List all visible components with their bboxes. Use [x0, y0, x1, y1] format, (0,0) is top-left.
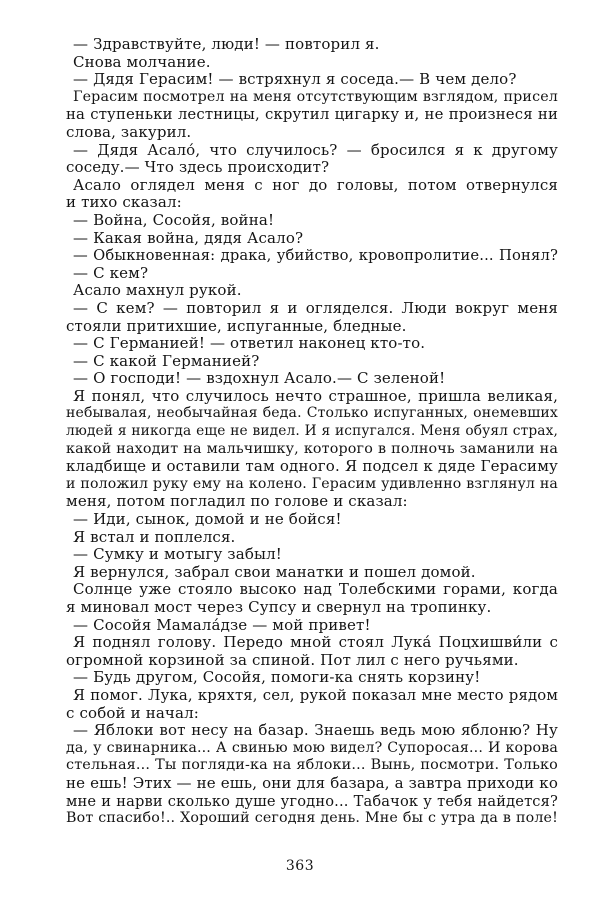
text-line: — Яблоки вот несу на базар. Знаешь ведь мою яблоню? Ну: [73, 721, 558, 740]
text-line: — Дядя Герасим! — встряхнул я соседа.— В чем дело?: [73, 70, 517, 89]
text-line: — С кем?: [73, 263, 149, 282]
text-line: какой находит на мальчишку, которого в полночь заманили на: [66, 440, 558, 457]
text-line: — Война, Сосойя, война!: [73, 210, 275, 229]
text-line: мне и нарви сколько душе угодно... Табачок у тебя найдется?: [66, 792, 558, 810]
text-line: Герасим посмотрел на меня отсутствующим взглядом, присел: [73, 88, 558, 105]
text-line: и тихо сказал:: [66, 193, 182, 212]
text-line: огромной корзиной за спиной. Пот лил с него ручьями.: [66, 650, 519, 669]
text-line: да, у свинарника... А свинью мою видел? Супоросая... И корова: [66, 739, 558, 756]
text-line: Я поднял голову. Передо мной стоял Лука́ Поцхишви́ли с: [73, 633, 558, 652]
text-line: небывалая, необычайная беда. Столько испуганных, онемевших: [66, 405, 558, 422]
page-number: 363: [285, 858, 315, 874]
text-line: — Иди, сынок, домой и не бойся!: [73, 510, 342, 529]
text-line: и положил руку ему на колено. Герасим удивленно взглянул на: [66, 475, 558, 492]
text-line: — Здравствуйте, люди! — повторил я.: [73, 35, 380, 53]
text-line: — О господи! — вздохнул Асало.— С зеленой!: [73, 369, 446, 388]
text-line: с собой и начал:: [66, 703, 199, 722]
text-line: Я помог. Лука, кряхтя, сел, рукой показал мне место рядом: [73, 686, 558, 704]
text-line: — Дядя Асало́, что случилось? — бросился я к другому: [73, 140, 558, 159]
text-line: Снова молчание.: [73, 52, 211, 71]
text-line: Солнце уже стояло высоко над Толебскими горами, когда: [73, 580, 558, 599]
text-line: стельная... Ты погляди-ка на яблоки... Вынь, посмотри. Только: [66, 757, 558, 774]
text-line: — Обыкновенная: драка, убийство, кровопролитие... Понял?: [73, 247, 558, 265]
text-line: — Будь другом, Сосойя, помоги-ка снять корзину!: [73, 668, 481, 687]
text-line: — С Германией! — ответил наконец кто-то.: [73, 334, 426, 353]
text-line: я миновал мост через Супсу и свернул на тропинку.: [66, 598, 492, 616]
text-line: стояли притихшие, испуганные, бледные.: [66, 316, 407, 335]
text-line: — Сосойя Мамала́дзе — мой привет!: [73, 615, 371, 634]
text-line: — С кем? — повторил я и огляделся. Люди вокруг меня: [73, 298, 558, 317]
text-line: Асало оглядел меня с ног до головы, потом отвернулся: [73, 175, 558, 194]
text-line: людей я никогда еще не видел. И я испугался. Меня обуял страх,: [66, 423, 558, 440]
text-line: соседу.— Что здесь происходит?: [66, 158, 330, 177]
text-line: Асало махнул рукой.: [73, 281, 242, 300]
text-line: — Сумку и мотыгу забыл!: [73, 545, 282, 564]
text-line: меня, потом погладил по голове и сказал:: [66, 492, 408, 511]
page-text: [66, 36, 558, 828]
text-line: Я встал и поплелся.: [73, 527, 236, 546]
text-line: Я понял, что случилось нечто страшное, пришла великая,: [73, 386, 558, 405]
text-line: слова, закурил.: [66, 122, 192, 141]
text-line: — С какой Германией?: [73, 351, 260, 370]
text-line: Я вернулся, забрал свои манатки и пошел домой.: [73, 562, 476, 581]
text-line: не ешь! Этих — не ешь, они для базара, а завтра приходи ко: [66, 773, 558, 792]
text-line: на ступеньки лестницы, скрутил цигарку и, не произнеся ни: [66, 105, 558, 124]
text-line: — Какая война, дядя Асало?: [73, 228, 304, 247]
text-line: кладбище и оставили там одного. Я подсел к дяде Герасиму: [66, 457, 558, 476]
text-line: Вот спасибо!.. Хороший сегодня день. Мне бы с утра да в поле!: [66, 810, 558, 827]
